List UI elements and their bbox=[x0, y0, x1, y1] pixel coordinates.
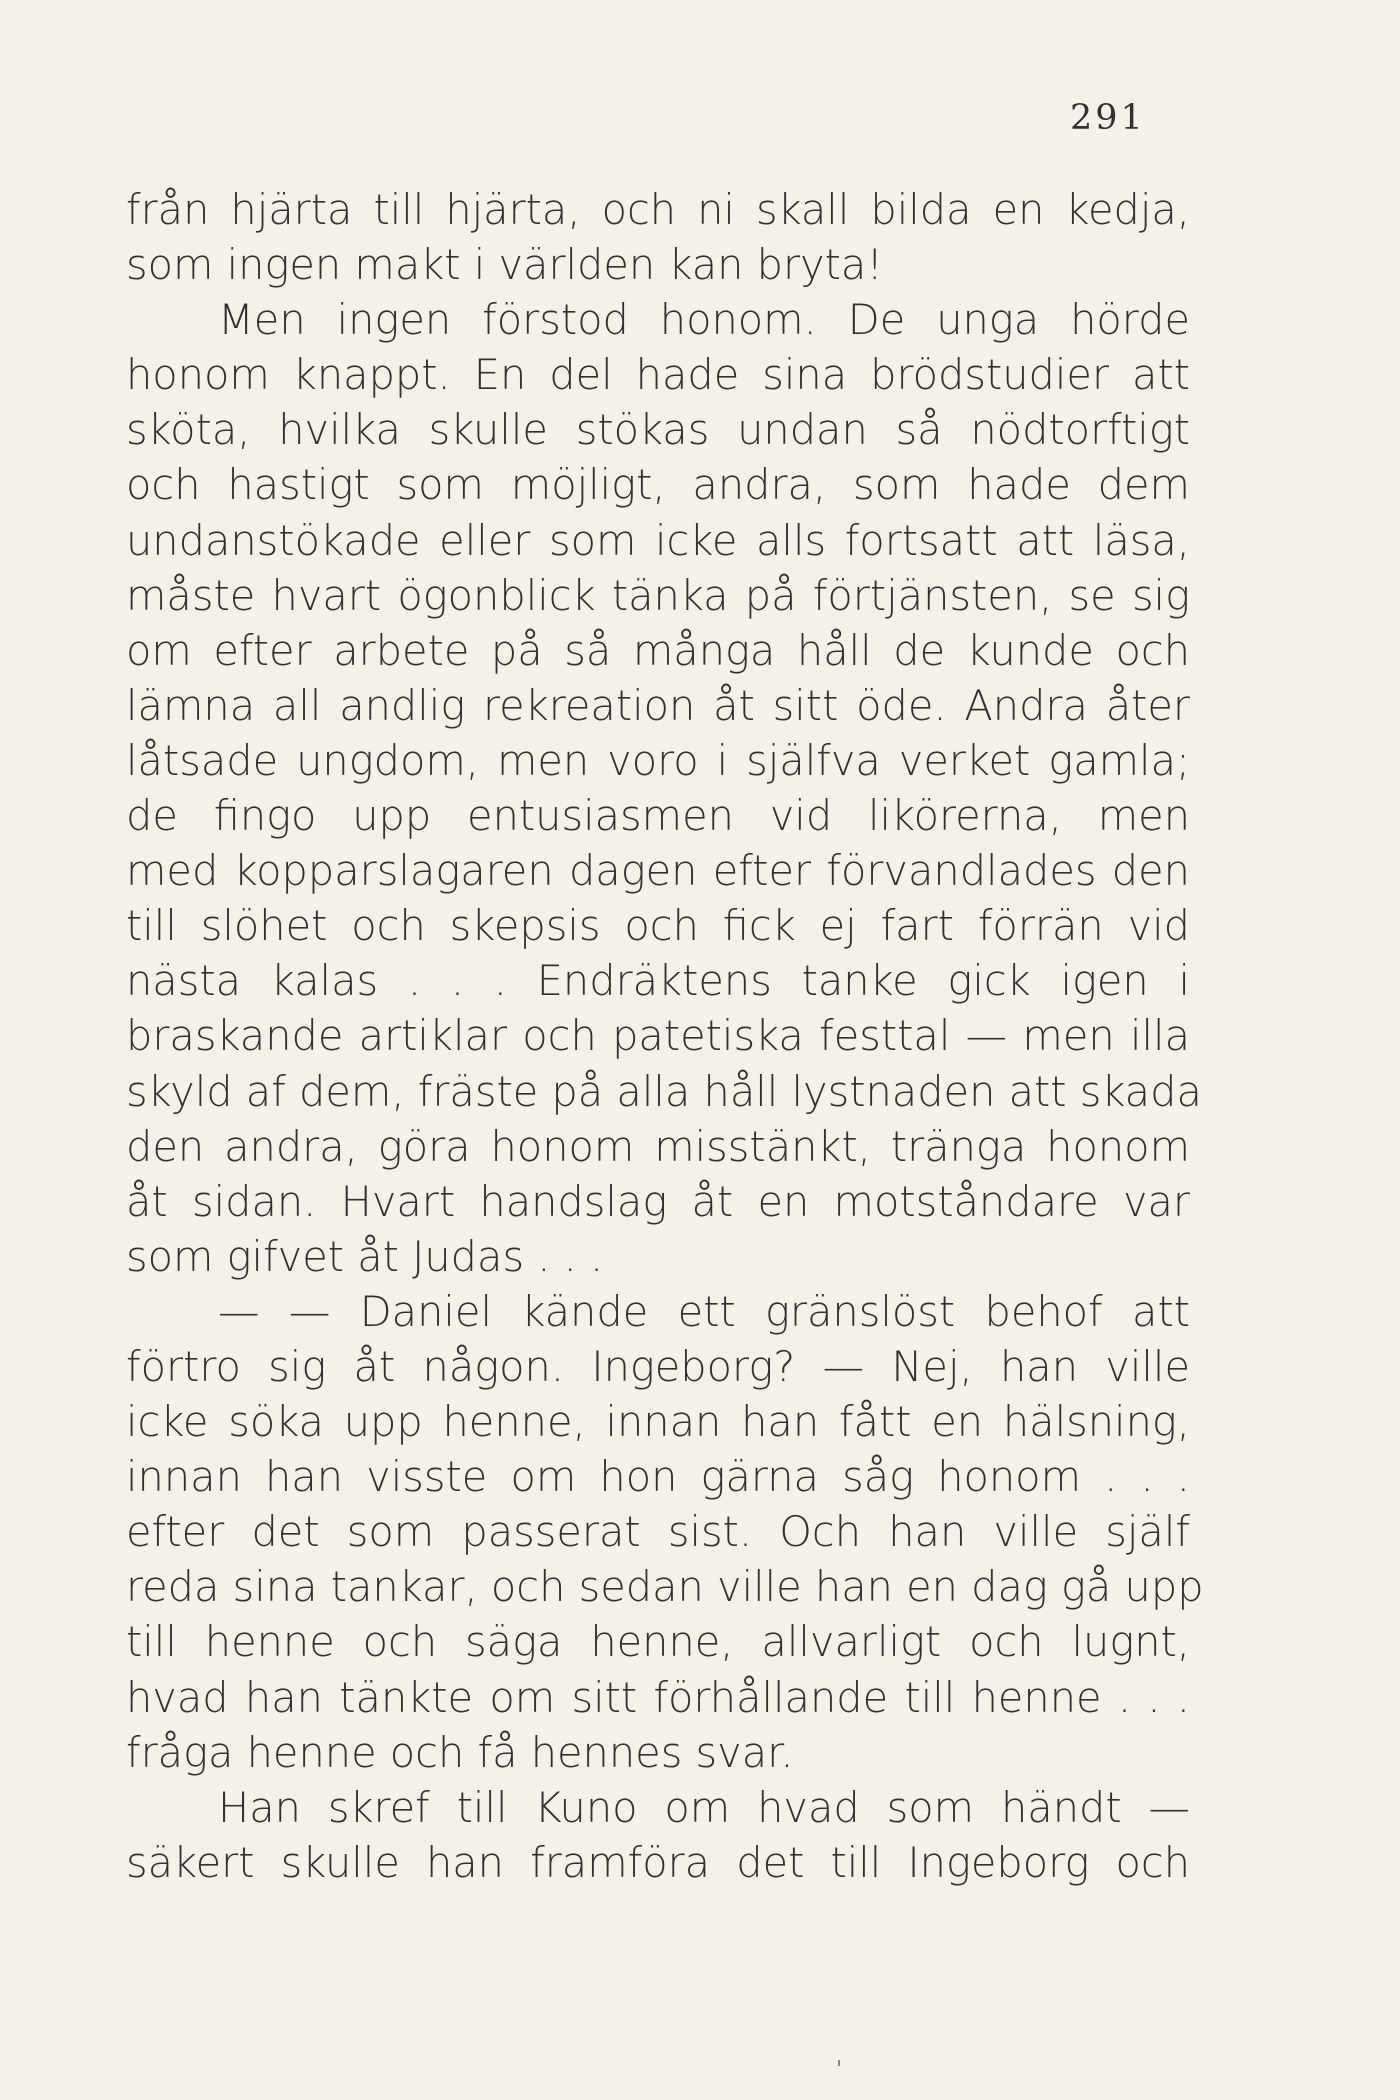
text-line: de fingo upp entusiasmen vid likörerna, men bbox=[126, 791, 1190, 841]
text-line: som gifvet åt Judas . . . bbox=[126, 1231, 604, 1281]
body-text bbox=[126, 182, 1204, 1890]
text-line: om efter arbete på så många håll de kunde och bbox=[126, 625, 1190, 675]
text-line: säkert skulle han framföra det till Ingeborg och bbox=[126, 1837, 1190, 1887]
text-line: åt sidan. Hvart handslag åt en motståndare var bbox=[126, 1176, 1190, 1226]
text-line: Han skref till Kuno om hvad som händt — bbox=[218, 1782, 1190, 1832]
text-line: och hastigt som möjligt, andra, som hade dem bbox=[126, 460, 1190, 510]
text-line: till slöhet och skepsis och fick ej fart förrän vid bbox=[126, 901, 1190, 951]
text-line: efter det som passerat sist. Och han ville själf bbox=[126, 1507, 1190, 1557]
text-line: icke söka upp henne, innan han fått en hälsning, bbox=[126, 1397, 1190, 1447]
text-line: sköta, hvilka skulle stökas undan så nödtorftigt bbox=[126, 405, 1190, 455]
text-line: med kopparslagaren dagen efter förvandlades den bbox=[126, 846, 1190, 896]
text-line: förtro sig åt någon. Ingeborg? — Nej, han ville bbox=[126, 1341, 1190, 1391]
text-line: skyld af dem, fräste på alla håll lystnaden att skada bbox=[126, 1066, 1202, 1116]
text-line: måste hvart ögonblick tänka på förtjänsten, se sig bbox=[126, 570, 1190, 620]
text-line: som ingen makt i världen kan bryta! bbox=[126, 240, 883, 290]
text-line: reda sina tankar, och sedan ville han en dag gå upp bbox=[126, 1562, 1204, 1612]
text-line: lämna all andlig rekreation åt sitt öde. Andra åter bbox=[126, 680, 1190, 730]
text-line: hvad han tänkte om sitt förhållande till henne . . . bbox=[126, 1672, 1190, 1722]
paper-speck bbox=[838, 2060, 840, 2066]
text-line: från hjärta till hjärta, och ni skall bilda en kedja, bbox=[126, 185, 1190, 234]
text-line: braskande artiklar och patetiska festtal — men illa bbox=[126, 1011, 1190, 1061]
text-line: låtsade ungdom, men voro i själfva verket gamla; bbox=[126, 735, 1190, 785]
text-line: innan han visste om hon gärna såg honom . . . bbox=[126, 1452, 1190, 1502]
page-number: 291 bbox=[1070, 98, 1146, 138]
text-line: nästa kalas . . . Endräktens tanke gick igen i bbox=[126, 956, 1190, 1006]
text-line: — — Daniel kände ett gränslöst behof att bbox=[218, 1286, 1190, 1336]
text-line: Men ingen förstod honom. De unga hörde bbox=[218, 295, 1190, 345]
text-line: fråga henne och få hennes svar. bbox=[126, 1727, 794, 1777]
text-line: honom knappt. En del hade sina brödstudier att bbox=[126, 350, 1190, 400]
text-line: till henne och säga henne, allvarligt och lugnt, bbox=[126, 1617, 1190, 1667]
text-line: undanstökade eller som icke alls fortsatt att läsa, bbox=[126, 515, 1190, 565]
text-line: den andra, göra honom misstänkt, tränga honom bbox=[126, 1121, 1190, 1171]
